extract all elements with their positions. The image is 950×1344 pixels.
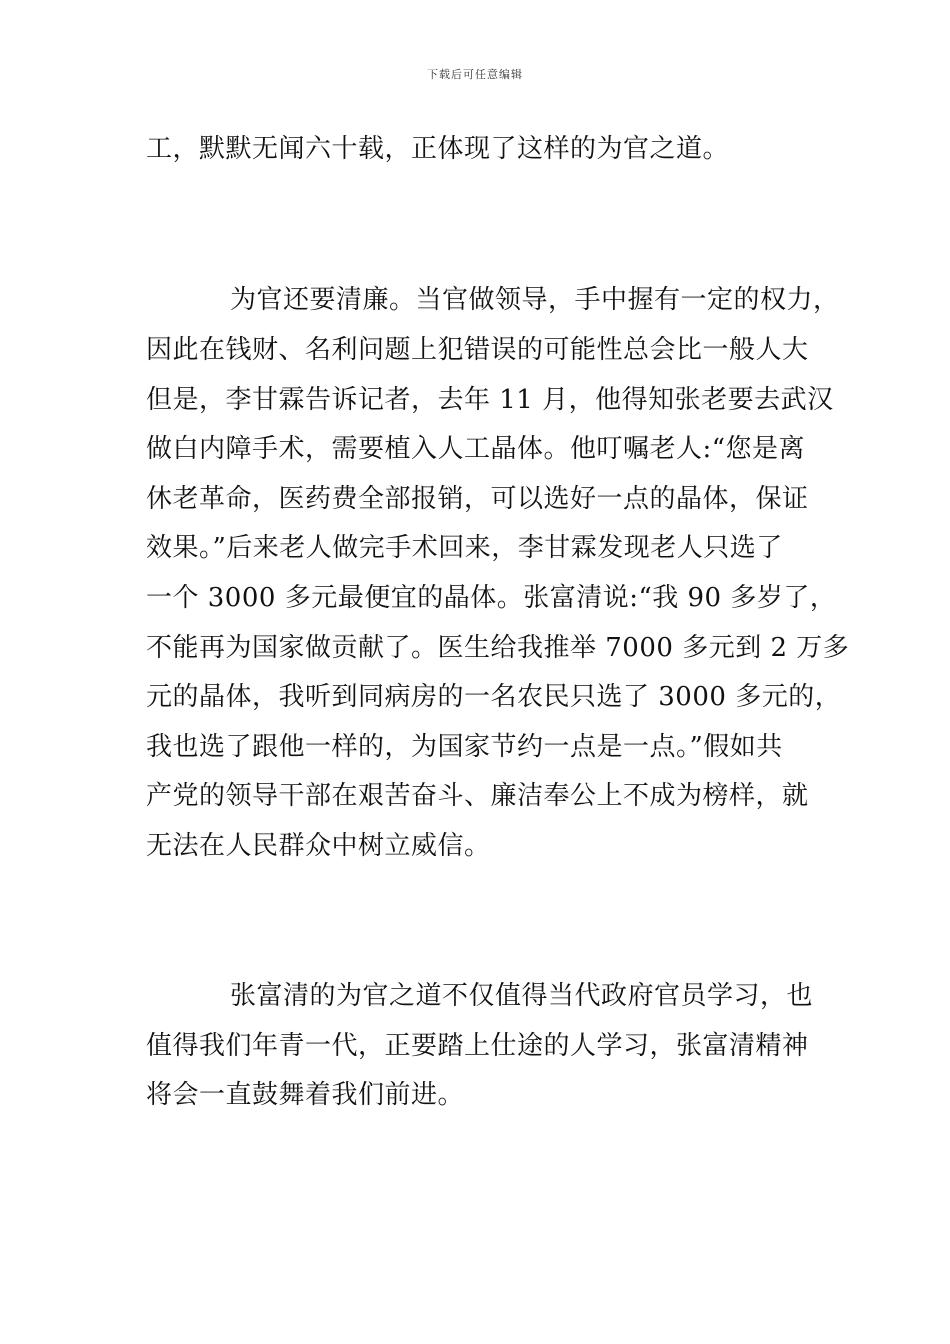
text-line: 产党的领导干部在艰苦奋斗、廉洁奉公上不成为榜样，就 bbox=[146, 781, 809, 811]
text-line: 工，默默无闻六十载，正体现了这样的为官之道。 bbox=[146, 134, 730, 164]
text-line: 一个 3000 多元最便宜的晶体。张富清说:“我 90 多岁了， bbox=[146, 583, 837, 613]
text-line: 做白内障手术，需要植入人工晶体。他叮嘱老人:“您是离 bbox=[146, 434, 806, 464]
text-line: 值得我们年青一代，正要踏上仕途的人学习，张富清精神 bbox=[146, 1031, 809, 1061]
text-line: 为官还要清廉。当官做领导，手中握有一定的权力， bbox=[230, 285, 840, 315]
text-line: 张富清的为官之道不仅值得当代政府官员学习，也 bbox=[230, 981, 814, 1011]
text-line: 元的晶体，我听到同病房的一名农民只选了 3000 多元的， bbox=[146, 682, 842, 712]
text-line: 无法在人民群众中树立威信。 bbox=[146, 831, 491, 861]
text-line: 效果。”后来老人做完手术回来，李甘霖发现老人只选了 bbox=[146, 533, 783, 563]
text-line: 将会一直鼓舞着我们前进。 bbox=[146, 1080, 465, 1110]
text-line: 因此在钱财、名利问题上犯错误的可能性总会比一般人大 bbox=[146, 335, 809, 365]
page-header: 下载后可任意编辑 bbox=[427, 68, 523, 81]
text-line: 休老革命，医药费全部报销，可以选好一点的晶体，保证 bbox=[146, 484, 809, 514]
text-line: 但是，李甘霖告诉记者，去年 11 月，他得知张老要去武汉 bbox=[146, 385, 834, 415]
text-line: 我也选了跟他一样的，为国家节约一点是一点。”假如共 bbox=[146, 732, 783, 762]
text-line: 不能再为国家做贡献了。医生给我推举 7000 多元到 2 万多 bbox=[146, 633, 850, 663]
